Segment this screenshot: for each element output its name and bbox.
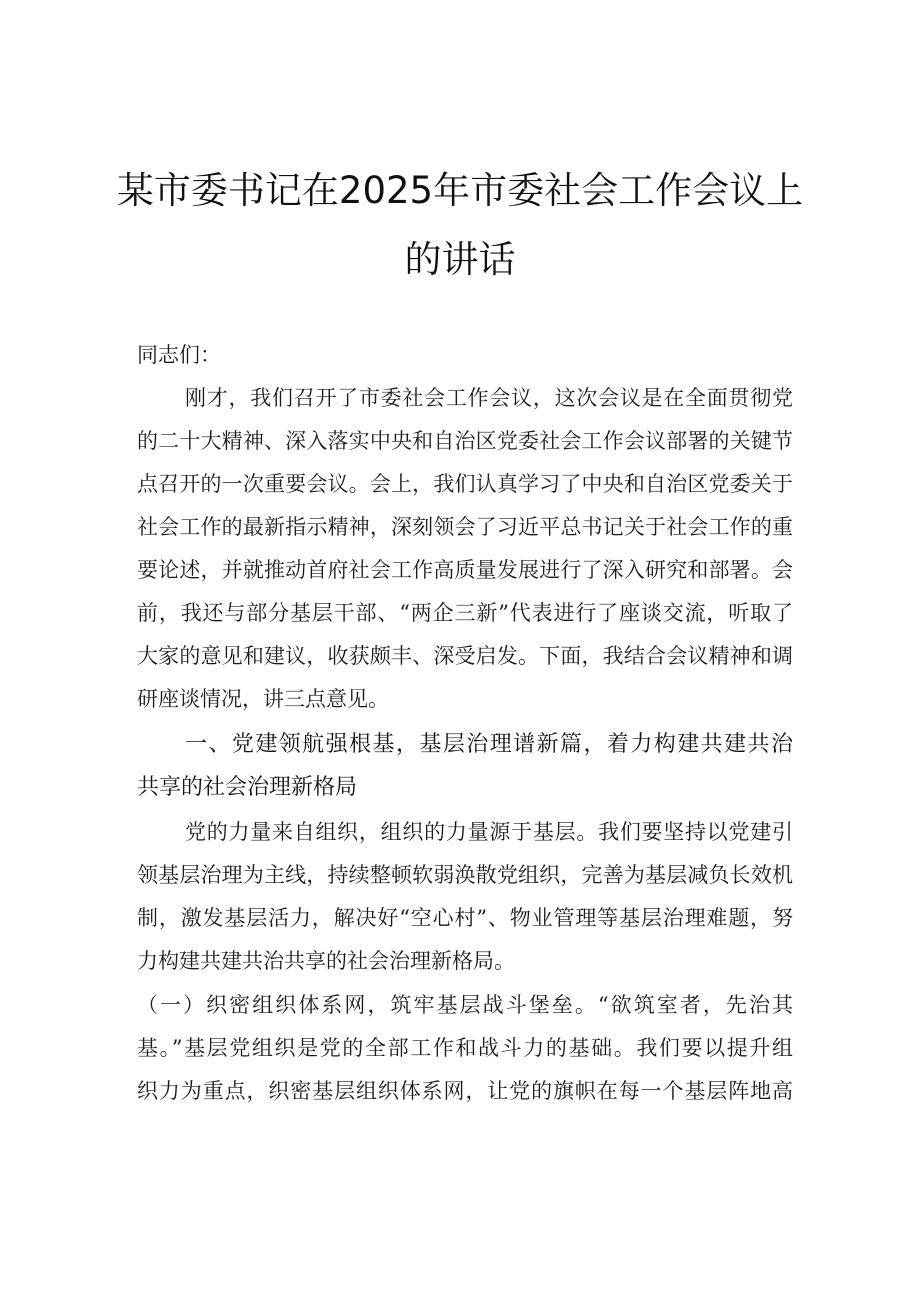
subsection-1-line: 基。”基层党组织是党的全部工作和战斗力的基础。我们要以提升组 (137, 1036, 793, 1060)
intro-line: 刚才，我们召开了市委社会工作会议，这次会议是在全面贯彻党 (185, 386, 793, 410)
section-1-heading-line-1: 一、党建领航强根基，基层治理谱新篇，着力构建共建共治 (185, 732, 793, 757)
intro-line: 大家的意见和建议，收获颇丰、深受启发。下面，我结合会议精神和调 (137, 644, 793, 668)
subsection-1-line: （一）织密组织体系网，筑牢基层战斗堡垒。“欲筑室者，先治其 (137, 993, 793, 1017)
document-title-line-2: 的讲话 (404, 238, 516, 281)
intro-line: 要论述，并就推动首府社会工作高质量发展进行了深入研究和部署。会 (137, 558, 793, 582)
section-1-line: 党的力量来自组织，组织的力量源于基层。我们要坚持以党建引 (185, 820, 793, 844)
intro-line: 的二十大精神、深入落实中央和自治区党委社会工作会议部署的关键节 (137, 429, 793, 453)
intro-line: 前，我还与部分基层干部、“两企三新”代表进行了座谈交流，听取了 (137, 601, 793, 625)
intro-line: 点召开的一次重要会议。会上，我们认真学习了中央和自治区党委关于 (137, 472, 793, 496)
section-1-heading-line-2: 共享的社会治理新格局 (137, 775, 358, 800)
section-1-line: 力构建共建共治共享的社会治理新格局。 (137, 949, 515, 973)
intro-line: 研座谈情况，讲三点意见。 (137, 687, 389, 711)
section-1-line: 领基层治理为主线，持续整顿软弱涣散党组织，完善为基层减负长效机 (137, 863, 793, 887)
salutation: 同志们： (137, 343, 221, 367)
intro-line: 社会工作的最新指示精神，深刻领会了习近平总书记关于社会工作的重 (137, 515, 793, 539)
subsection-1-line: 织力为重点，织密基层组织体系网，让党的旗帜在每一个基层阵地高 (137, 1079, 793, 1103)
document-title-line-1: 某市委书记在2025年市委社会工作会议上 (116, 169, 804, 212)
section-1-line: 制，激发基层活力，解决好“空心村”、物业管理等基层治理难题，努 (137, 906, 793, 930)
